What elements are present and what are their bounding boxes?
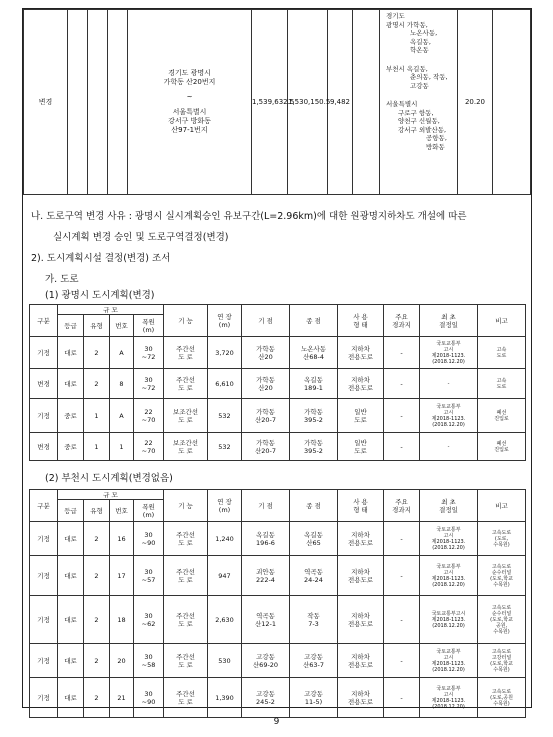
cell-main: -	[384, 522, 420, 556]
cell-class: 2	[84, 522, 110, 556]
table-row	[30, 369, 526, 399]
cell-use: 지하차 전용도로	[338, 678, 384, 718]
cell-end: 작동 7-3	[290, 596, 338, 644]
hdr-end: 종 점	[290, 305, 338, 337]
cell-func: 주간선 도 로	[164, 337, 208, 369]
cell-func: 주간선 도 로	[164, 556, 208, 596]
cell-class: 1	[84, 399, 110, 433]
cell-class: 2	[84, 369, 110, 399]
cell-start: 역곡동 산12-1	[242, 596, 290, 644]
cell-width: 30 ~62	[134, 596, 164, 644]
cell-use: 지하차 전용도로	[338, 522, 384, 556]
cell-first: 국토교통부 고시 제2018-1123. (2018.12.20)	[420, 556, 478, 596]
area-after: 1,530,150.5	[288, 10, 328, 195]
cell-main: -	[384, 399, 420, 433]
area-diff: 9,482	[328, 10, 353, 195]
table-row	[30, 522, 526, 556]
cell-width: 30 ~72	[134, 337, 164, 369]
cell-length: 6,610	[208, 369, 242, 399]
cell-length: 2,630	[208, 596, 242, 644]
bucheon-plan-table	[29, 489, 526, 718]
hdr-start: 기 점	[242, 305, 290, 337]
cell-end: 역곡동 24-24	[290, 556, 338, 596]
cell-kind: 기정	[30, 337, 58, 369]
cell-end: 가학동 395-2	[290, 399, 338, 433]
cell-start: 가학동 산20-7	[242, 399, 290, 433]
hdr-grade: 등급	[58, 315, 84, 337]
cell-first: 국토교통부고시 제2018-1123. (2018.12.20)	[420, 596, 478, 644]
cell-note: 고속도로 고강터널 (도로,학교 수목원)	[478, 644, 526, 678]
cell-no: A	[110, 337, 134, 369]
hdr-length: 연 장 (m)	[208, 305, 242, 337]
cell-note: 고속도로 (도로,공원 수목원)	[478, 678, 526, 718]
cell-first: 국토교통부 고시 제2018-1123. (2018.12.20)	[420, 678, 478, 718]
cell-start: 가학동 산20-7	[242, 433, 290, 461]
cell-grade: 대로	[58, 369, 84, 399]
cell-width: 30 ~57	[134, 556, 164, 596]
hdr-start: 기 점	[242, 490, 290, 522]
cell-start: 괴안동 222-4	[242, 556, 290, 596]
cell-class: 2	[84, 644, 110, 678]
cell-use: 지하차 전용도로	[338, 337, 384, 369]
cell-length: 530	[208, 644, 242, 678]
cell-length: 532	[208, 399, 242, 433]
cell-first: 국토교통부 고시 제2018-1123. (2018.12.20)	[420, 337, 478, 369]
cell-width: 30 ~90	[134, 678, 164, 718]
cell-no: 1	[110, 433, 134, 461]
cell-kind: 변경	[30, 369, 58, 399]
table-row	[30, 556, 526, 596]
table-row	[30, 399, 526, 433]
cell-length: 947	[208, 556, 242, 596]
cell-kind: 기정	[30, 399, 58, 433]
cell-main: -	[384, 433, 420, 461]
address-list: 경기도 광명시 가학동, 노온사동, 옥길동, 학온동 부천시 옥길동, 춘의동, 작동, 고강동 서울특별시 구로구 항동, 양천구 신월동, 강서구 외발산동, 공항동, 방화동	[380, 10, 458, 195]
hdr-length: 연 장 (m)	[208, 490, 242, 522]
cell-start: 고강동 산69-20	[242, 644, 290, 678]
cell-grade: 중로	[58, 433, 84, 461]
cell-end: 옥길동 189-1	[290, 369, 338, 399]
cell-func: 보조간선 도 로	[164, 399, 208, 433]
cell-main: -	[384, 337, 420, 369]
cell-first: -	[420, 433, 478, 461]
cell-main: -	[384, 556, 420, 596]
hdr-first: 최 초 결정일	[420, 490, 478, 522]
cell-use: 지하차 전용도로	[338, 644, 384, 678]
cell-use: 지하차 전용도로	[338, 556, 384, 596]
cell-length: 532	[208, 433, 242, 461]
cell-no: 20	[110, 644, 134, 678]
cell-main: -	[384, 369, 420, 399]
cell-start: 옥길동 196-6	[242, 522, 290, 556]
cell-first: -	[420, 369, 478, 399]
year-value: 20.20	[458, 10, 493, 195]
cell-grade: 대로	[58, 556, 84, 596]
cell-first: 국토교통부 고시 제2018-1123. (2018.12.20)	[420, 399, 478, 433]
cell-length: 1,240	[208, 522, 242, 556]
cell-grade: 대로	[58, 596, 84, 644]
cell-kind: 기정	[30, 556, 58, 596]
cell-class: 2	[84, 596, 110, 644]
document-page	[22, 8, 532, 708]
section-ga-heading: 가. 도로	[45, 274, 79, 285]
cell-length: 3,720	[208, 337, 242, 369]
cell-func: 주간선 도 로	[164, 369, 208, 399]
cell-kind: 변경	[30, 433, 58, 461]
cell-grade: 대로	[58, 337, 84, 369]
hdr-kind: 구분	[30, 305, 58, 337]
hdr-first: 최 초 결정일	[420, 305, 478, 337]
hdr-main: 주요 경과지	[384, 490, 420, 522]
cell-grade: 중로	[58, 399, 84, 433]
cell-kind: 기정	[30, 678, 58, 718]
road-area-table	[23, 9, 531, 195]
cell-kind: 기정	[30, 644, 58, 678]
hdr-no: 번호	[110, 500, 134, 522]
area-before: 1,539,632.5	[252, 10, 288, 195]
cell-end: 옥길동 산65	[290, 522, 338, 556]
cell-func: 주간선 도 로	[164, 522, 208, 556]
table-row	[30, 596, 526, 644]
cell-end: 가학동 395-2	[290, 433, 338, 461]
cell-class: 2	[84, 556, 110, 596]
gwangmyeong-plan-table	[29, 304, 526, 461]
cell-grade: 대로	[58, 522, 84, 556]
cell-main: -	[384, 644, 420, 678]
hdr-func: 기 능	[164, 490, 208, 522]
cell-note: 고속도로 순수터널 (도로,학교 공원, 수목원)	[478, 596, 526, 644]
cell-class: 2	[84, 337, 110, 369]
cell-end: 노온사동 산68-4	[290, 337, 338, 369]
table-row	[30, 337, 526, 369]
location-range: 경기도 광명시 가학동 산20번지 ~ 서울특별시 강서구 방화동 산97-1번지	[128, 10, 252, 195]
hdr-use: 사 용 형 태	[338, 490, 384, 522]
cell-length: 1,390	[208, 678, 242, 718]
hdr-end: 종 점	[290, 490, 338, 522]
cell-note: 고속도로 순수터널 (도로,학교 수목원)	[478, 556, 526, 596]
cell-grade: 대로	[58, 678, 84, 718]
table-row	[30, 644, 526, 678]
hdr-main: 주요 경과지	[384, 305, 420, 337]
cell-start: 고강동 245-2	[242, 678, 290, 718]
cell-use: 일반 도로	[338, 399, 384, 433]
cell-func: 주간선 도 로	[164, 596, 208, 644]
cell-no: 21	[110, 678, 134, 718]
hdr-note: 비고	[478, 490, 526, 522]
hdr-gyumo: 규 모	[58, 490, 164, 500]
cell-use: 일반 도로	[338, 433, 384, 461]
cell-use: 지하차 전용도로	[338, 596, 384, 644]
cell-main: -	[384, 596, 420, 644]
table-row	[30, 433, 526, 461]
cell-width: 22 ~70	[134, 399, 164, 433]
cell-func: 주간선 도 로	[164, 678, 208, 718]
cell-note: 폐선 진입로	[478, 433, 526, 461]
cell-grade: 대로	[58, 644, 84, 678]
cell-kind: 기정	[30, 522, 58, 556]
section-2-heading: 2). 도시계획시설 결정(변경) 조서	[31, 253, 171, 264]
cell-no: 8	[110, 369, 134, 399]
cell-func: 주간선 도 로	[164, 644, 208, 678]
hdr-note: 비고	[478, 305, 526, 337]
page-number: 9	[273, 717, 280, 727]
cell-note: 고속 도로	[478, 369, 526, 399]
cell-note: 고속도로 (도로, 수목원)	[478, 522, 526, 556]
cell-width: 30 ~72	[134, 369, 164, 399]
hdr-gyumo: 규 모	[58, 305, 164, 315]
hdr-grade: 등급	[58, 500, 84, 522]
table-row	[30, 678, 526, 718]
table2-title: (2) 부천시 도시계획(변경없음)	[45, 473, 173, 484]
section-na-line1: 나. 도로구역 변경 사유 : 광명시 실시계획승인 유보구간(L=2.96km)에 대한 원광명지하차도 개설에 따른	[31, 211, 467, 222]
section-na-line2: 실시계획 변경 승인 및 도로구역결정(변경)	[53, 232, 229, 243]
cell-note: 고속 도로	[478, 337, 526, 369]
cell-first: 국토교통부 고시 제2018-1123. (2018.12.20)	[420, 522, 478, 556]
cell-width: 30 ~90	[134, 522, 164, 556]
hdr-kind: 구분	[30, 490, 58, 522]
cell-main: -	[384, 678, 420, 718]
cell-no: 18	[110, 596, 134, 644]
cell-no: 16	[110, 522, 134, 556]
cell-no: A	[110, 399, 134, 433]
cell-use: 지하차 전용도로	[338, 369, 384, 399]
cell-start: 가학동 산20	[242, 337, 290, 369]
hdr-width: 폭원 (m)	[134, 500, 164, 522]
cell-class: 1	[84, 433, 110, 461]
cell-note: 폐선 진입로	[478, 399, 526, 433]
cell-start: 가학동 산20	[242, 369, 290, 399]
cell-func: 보조간선 도 로	[164, 433, 208, 461]
cell-first: 국토교통부 고시 제2018-1123. (2018.12.20)	[420, 644, 478, 678]
cell-width: 22 ~70	[134, 433, 164, 461]
hdr-func: 기 능	[164, 305, 208, 337]
row-kind: 변경	[24, 10, 68, 195]
cell-end: 고강동 산63-7	[290, 644, 338, 678]
cell-end: 고강동 11-5)	[290, 678, 338, 718]
cell-class: 2	[84, 678, 110, 718]
hdr-class: 유형	[84, 315, 110, 337]
cell-kind: 기정	[30, 596, 58, 644]
hdr-width: 폭원 (m)	[134, 315, 164, 337]
hdr-use: 사 용 형 태	[338, 305, 384, 337]
hdr-class: 유형	[84, 500, 110, 522]
cell-no: 17	[110, 556, 134, 596]
table1-title: (1) 광명시 도시계획(변경)	[45, 290, 155, 301]
hdr-no: 번호	[110, 315, 134, 337]
cell-width: 30 ~58	[134, 644, 164, 678]
